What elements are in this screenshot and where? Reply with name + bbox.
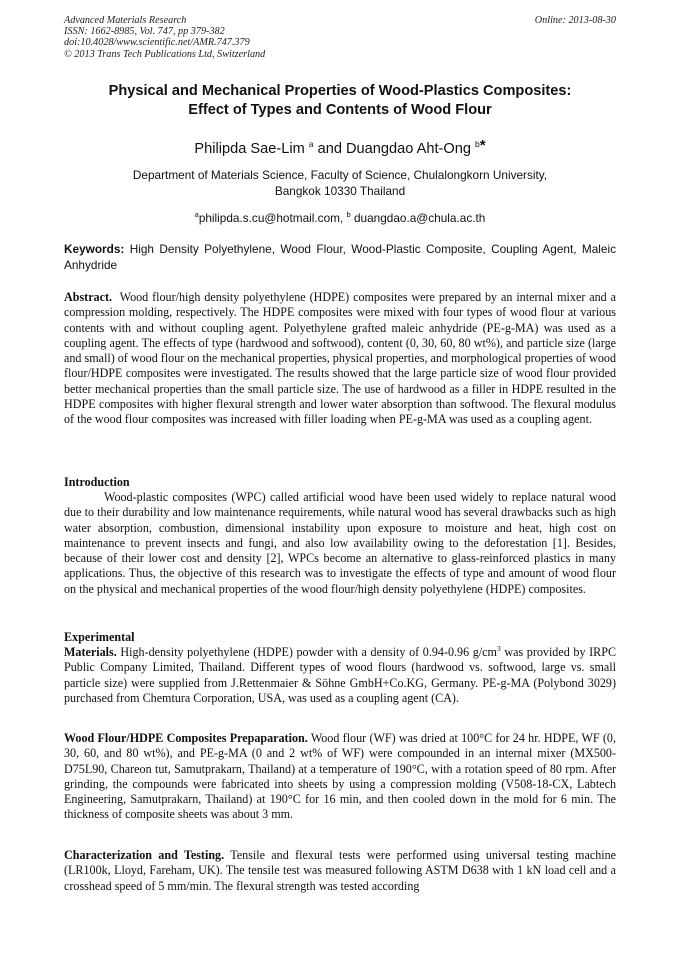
author-list (64, 135, 616, 158)
keywords (64, 242, 616, 273)
journal-header (64, 15, 616, 60)
abstract-text: Wood flour/high density polyethylene (HDPE) composites were prepared by an internal mixer and a compression molding, respectively. The HDPE composites were mixed with four types of wood flour at various contents with and without coupling agent. Polyethylene grafted maleic anhydride (PE-g-MA) was used as a coupling agent. The effects of type (hardwood and softwood), content (0, 30, 60, 80 wt%), and particle size (large and small) of wood flour on the mechanical properties, physical properties, and morphological properties of wood flour/HDPE composites were investigated. The results showed that the large particle size of wood flour provided better mechanical properties than the small particle size. The use of hardwood as a filler in HDPE resulted in the HDPE composites with higher flexural strength and lower water absorption than softwood. The flexural modulus of the wood flour composites was increased with filler loading when PE-g-MA was used as a coupling agent. (64, 290, 616, 427)
characterization-text: Tensile and flexural tests were performed using universal testing machine (LR100k, Lloyd, Fareham, UK). The tensile test was measured following ASTM D638 with 1 kN load cell and a crosshead speed of 5 mm/min. The flexural strength was tested according (64, 848, 617, 893)
author-1: Philipda Sae-Lim (194, 141, 305, 157)
materials-label: Materials. (64, 645, 117, 659)
materials-text-b: was provided by IRPC Public Company Limited, Thailand. Different types of wood flours (hardwood vs. softwood, large vs. small particle size) were supplied from J.Rettenmaier & Söhne GmbH+Co.KG, Germany. PE-g-MA (Polybond 3029) purchased from Chemtura Corporation, USA, was used as a coupling agent (CA). (64, 645, 617, 705)
introduction-body (64, 490, 616, 597)
affiliation-line-1: Department of Materials Science, Faculty of Science, Chulalongkorn University, (132, 168, 548, 182)
online-date: Online: 2013-08-30 (534, 15, 616, 26)
corresponding-author-mark: * (479, 137, 486, 154)
journal-name: Advanced Materials Research (64, 15, 187, 26)
characterization-paragraph (64, 848, 616, 894)
journal-issn: ISSN: 1662-8985, Vol. 747, pp 379-382 (64, 26, 225, 38)
email-a[interactable]: philipda.s.cu@hotmail.com, (198, 211, 344, 225)
experimental-heading: Experimental (64, 630, 135, 644)
materials-superscript: 3 (496, 644, 501, 653)
author-emails (64, 207, 616, 226)
affiliation-line-2: Bangkok 10330 Thailand (274, 184, 406, 198)
introduction-heading: Introduction (64, 475, 130, 489)
author-separator: and (313, 141, 346, 157)
preparation-label: Wood Flour/HDPE Composites Prepaparation. (64, 731, 308, 745)
title-line-2: Effect of Types and Contents of Wood Flour (188, 102, 492, 118)
abstract-label: Abstract. (64, 290, 113, 304)
preparation-text: Wood flour (WF) was dried at 100°C for 24 hr. HDPE, WF (0, 30, 60, and 80 wt%), and PE-g-MA (0 and 2 wt% of WF) were compounded in an internal mixer (MX500-D75L90, Chareon tut, Samutprakarn, Thailand) at a temperature of 190°C, with a rotation speed of 80 rpm. After grinding, the compounds were fabricated into sheets by using a compression molding (V508-18-CX, Labtech Engineering, Samutprakarn, Thailand) at 190°C for 16 min, and then cooled down in the mold for 6 min. The thickness of composite sheets was about 3 mm. (64, 731, 617, 822)
keywords-text: High Density Polyethylene, Wood Flour, Wood-Plastic Composite, Coupling Agent, Maleic Anhydride (64, 242, 616, 272)
materials-paragraph (64, 645, 616, 706)
journal-copyright: © 2013 Trans Tech Publications Ltd, Switzerland (64, 48, 266, 60)
materials-text-a: High-density polyethylene (HDPE) powder with a density of 0.94-0.96 g/cm (120, 645, 497, 659)
affiliation (64, 167, 616, 199)
email-b[interactable]: duangdao.a@chula.ac.th (353, 211, 486, 225)
paper-title (64, 82, 616, 120)
abstract (64, 290, 616, 428)
author-2-mark: b (475, 139, 480, 149)
email-a-mark: a (194, 210, 199, 219)
preparation-paragraph (64, 731, 616, 823)
introduction-text: Wood-plastic composites (WPC) called artificial wood have been used widely to replace natural wood due to their durability and low maintenance requirements, while natural wood has several drawbacks such as high water absorption, combustion, dimensional instability upon exposure to moisture and heat, high cost on maintenance to prevent insects and fungi, and also low availability owing to the deforestation [1]. Besides, because of their lower cost and density [2], WPCs become an alternative to glass-reinforced plastics in many applications. Thus, the objective of this research was to investigate the effects of type and amount of wood flour on the physical and mechanical properties of the wood flour/high density polyethylene (HDPE) composites. (64, 490, 616, 596)
email-b-mark: b (346, 210, 351, 219)
author-1-mark: a (308, 139, 314, 149)
journal-doi: doi:10.4028/www.scientific.net/AMR.747.379 (64, 37, 250, 49)
characterization-label: Characterization and Testing. (64, 848, 225, 862)
author-2: Duangdao Aht-Ong (346, 141, 471, 157)
keywords-label: Keywords: (64, 242, 125, 256)
title-line-1: Physical and Mechanical Properties of Wood-Plastics Composites: (108, 83, 572, 99)
